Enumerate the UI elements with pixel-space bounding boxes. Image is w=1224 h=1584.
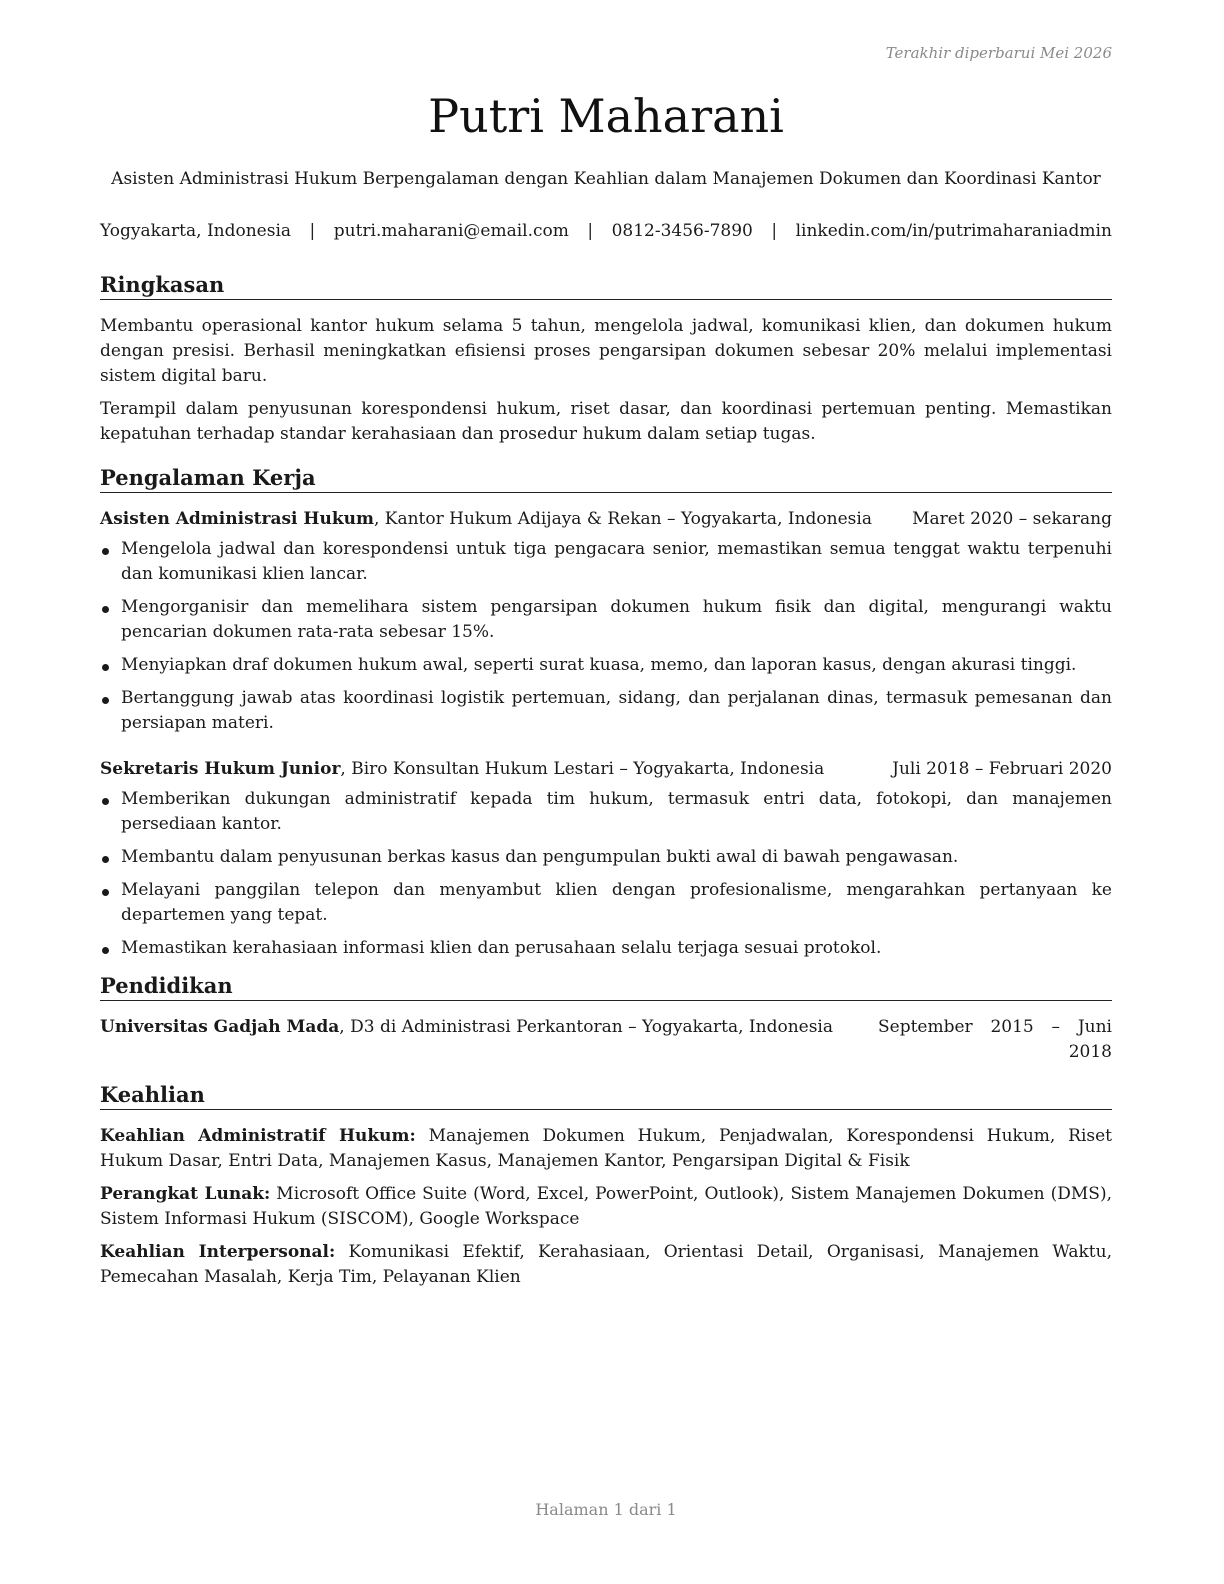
bullet-icon xyxy=(102,664,109,671)
job-header xyxy=(100,757,1112,782)
headline: Asisten Administrasi Hukum Berpengalaman dengan Keahlian dalam Manajemen Dokumen dan Koordinasi Kantor xyxy=(111,169,1101,189)
page-number-footer: Halaman 1 dari 1 xyxy=(535,1500,677,1519)
job-entry xyxy=(100,757,1112,961)
job-bullet-text: Memberikan dukungan administratif kepada tim hukum, termasuk entri data, fotokopi, dan manajemen persediaan kantor. xyxy=(121,789,1112,834)
summary-paragraph: Membantu operasional kantor hukum selama 5 tahun, mengelola jadwal, komunikasi klien, dan dokumen hukum dengan presisi. Berhasil meningkatkan efisiensi proses pengarsipan dokumen sebesar 20% melalui implementasi sistem digital baru. xyxy=(100,316,1112,386)
contact-separator: | xyxy=(771,221,778,241)
education-section xyxy=(100,1015,1112,1065)
job-bullet xyxy=(100,595,1112,645)
job-bullet-text: Bertanggung jawab atas koordinasi logistik pertemuan, sidang, dan perjalanan dinas, termasuk pemesanan dan persiapan materi. xyxy=(121,688,1112,733)
bullet-icon xyxy=(102,798,109,805)
section-title-education: Pendidikan xyxy=(100,972,1112,1001)
contact-phone: 0812-3456-7890 xyxy=(611,221,753,241)
bullet-icon xyxy=(102,697,109,704)
job-header xyxy=(100,507,1112,532)
last-updated-note: Terakhir diperbarui Mei 2026 xyxy=(885,44,1112,62)
job-bullet xyxy=(100,653,1112,678)
bullet-icon xyxy=(102,856,109,863)
skills-section xyxy=(100,1124,1112,1298)
skill-label: Perangkat Lunak: xyxy=(100,1184,271,1204)
education-dates-line: September 2015 – Juni xyxy=(878,1017,1112,1037)
job-bullet-list xyxy=(100,537,1112,736)
job-role: Sekretaris Hukum Junior xyxy=(100,759,341,779)
job-bullet xyxy=(100,878,1112,928)
skill-group xyxy=(100,1240,1112,1290)
skill-label: Keahlian Administratif Hukum: xyxy=(100,1126,416,1146)
contact-separator: | xyxy=(587,221,594,241)
contact-line xyxy=(100,219,1112,243)
job-organization: , Kantor Hukum Adijaya & Rekan – Yogyakarta, Indonesia xyxy=(373,509,872,529)
contact-linkedin[interactable]: linkedin.com/in/putrimaharaniadmin xyxy=(795,221,1112,241)
contact-separator: | xyxy=(309,221,316,241)
job-bullet-text: Mengorganisir dan memelihara sistem pengarsipan dokumen hukum fisik dan digital, mengurangi waktu pencarian dokumen rata-rata sebesar 15%. xyxy=(121,597,1112,642)
bullet-icon xyxy=(102,889,109,896)
job-bullet xyxy=(100,537,1112,587)
job-bullet-text: Memastikan kerahasiaan informasi klien dan perusahaan selalu terjaga sesuai protokol. xyxy=(121,938,882,958)
job-bullet xyxy=(100,686,1112,736)
skill-group xyxy=(100,1182,1112,1232)
education-school: Universitas Gadjah Mada xyxy=(100,1017,340,1037)
job-dates: Juli 2018 – Februari 2020 xyxy=(892,759,1112,779)
job-bullet xyxy=(100,787,1112,837)
education-detail: , D3 di Administrasi Perkantoran – Yogyakarta, Indonesia xyxy=(339,1017,834,1037)
education-entry xyxy=(100,1015,1112,1065)
job-bullet-list xyxy=(100,787,1112,961)
section-title-experience: Pengalaman Kerja xyxy=(100,464,1112,493)
job-bullet-text: Melayani panggilan telepon dan menyambut klien dengan profesionalisme, mengarahkan pertanyaan ke departemen yang tepat. xyxy=(121,880,1112,925)
contact-location: Yogyakarta, Indonesia xyxy=(100,221,292,241)
skill-label: Keahlian Interpersonal: xyxy=(100,1242,336,1262)
job-bullet xyxy=(100,936,1112,961)
job-organization: , Biro Konsultan Hukum Lestari – Yogyakarta, Indonesia xyxy=(340,759,825,779)
contact-email[interactable]: putri.maharani@email.com xyxy=(333,221,569,241)
bullet-icon xyxy=(102,947,109,954)
experience-section xyxy=(100,507,1112,969)
section-title-summary: Ringkasan xyxy=(100,271,1112,300)
education-dates xyxy=(878,1015,1112,1065)
skill-text: Komunikasi Efektif, Kerahasiaan, Orientasi Detail, Organisasi, Manajemen Waktu, Pemecahan Masalah, Kerja Tim, Pelayanan Klien xyxy=(100,1242,1112,1287)
job-bullet-text: Mengelola jadwal dan korespondensi untuk tiga pengacara senior, memastikan semua tenggat waktu terpenuhi dan komunikasi klien lancar. xyxy=(121,539,1112,584)
skill-text: Manajemen Dokumen Hukum, Penjadwalan, Korespondensi Hukum, Riset Hukum Dasar, Entri Data, Manajemen Kasus, Manajemen Kantor, Pengarsipan Digital & Fisik xyxy=(100,1126,1113,1171)
job-dates: Maret 2020 – sekarang xyxy=(912,509,1112,529)
summary-paragraph: Terampil dalam penyusunan korespondensi hukum, riset dasar, dan koordinasi pertemuan penting. Memastikan kepatuhan terhadap standar kerahasiaan dan prosedur hukum dalam setiap tugas. xyxy=(100,399,1112,444)
bullet-icon xyxy=(102,606,109,613)
job-entry xyxy=(100,507,1112,736)
job-role: Asisten Administrasi Hukum xyxy=(100,509,374,529)
job-bullet-text: Membantu dalam penyusunan berkas kasus dan pengumpulan bukti awal di bawah pengawasan. xyxy=(121,847,959,867)
skill-group xyxy=(100,1124,1112,1174)
summary-section xyxy=(100,314,1112,455)
bullet-icon xyxy=(102,548,109,555)
job-bullet xyxy=(100,845,1112,870)
section-title-skills: Keahlian xyxy=(100,1081,1112,1110)
candidate-name: Putri Maharani xyxy=(428,89,784,143)
skill-text: Microsoft Office Suite (Word, Excel, PowerPoint, Outlook), Sistem Manajemen Dokumen (DMS), Sistem Informasi Hukum (SISCOM), Google Workspace xyxy=(100,1184,1112,1229)
education-dates-line: 2018 xyxy=(1068,1042,1112,1062)
job-bullet-text: Menyiapkan draf dokumen hukum awal, seperti surat kuasa, memo, dan laporan kasus, dengan akurasi tinggi. xyxy=(121,655,1077,675)
